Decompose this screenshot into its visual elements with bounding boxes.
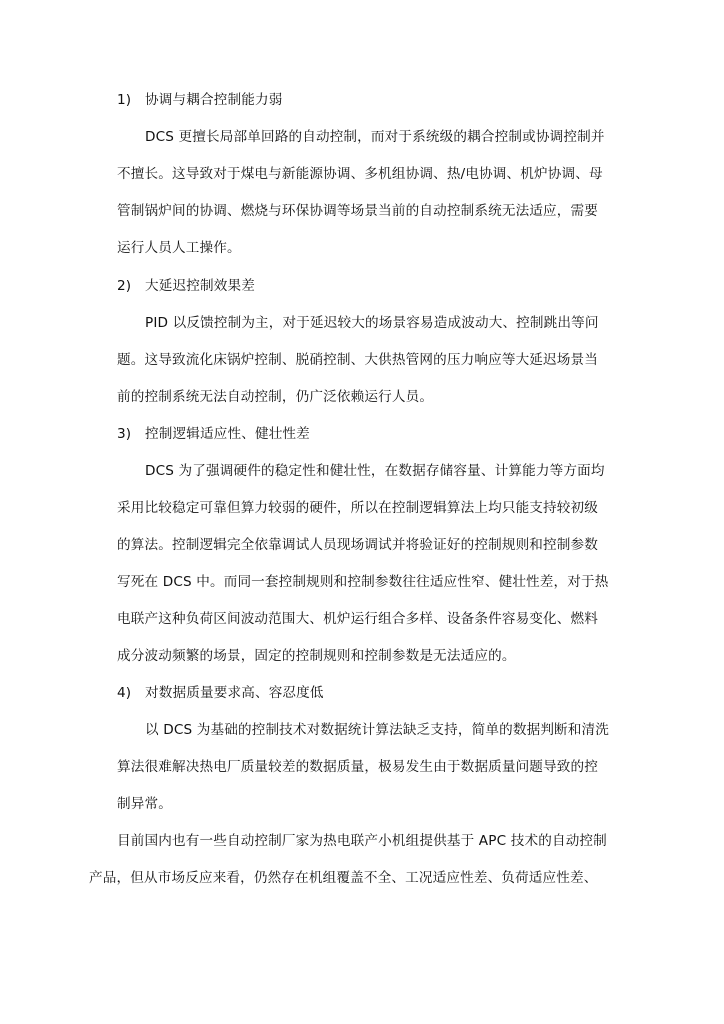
paragraph-line: 题。这导致流化床锅炉控制、脱硝控制、大供热管网的压力响应等大延迟场景当 <box>117 352 599 368</box>
paragraph-line: 不擅长。这导致对于煤电与新能源协调、多机组协调、热/电协调、机炉协调、母 <box>117 166 603 182</box>
section-2-title: 大延迟控制效果差 <box>145 278 255 294</box>
section-4-heading <box>117 683 324 703</box>
paragraph-line: DCS 为了强调硬件的稳定性和健壮性，在数据存储容量、计算能力等方面均 <box>145 463 605 479</box>
paragraph-line: DCS 更擅长局部单回路的自动控制，而对于系统级的耦合控制或协调控制并 <box>145 129 605 145</box>
paragraph-line: 算法很难解决热电厂质量较差的数据质量，极易发生由于数据质量问题导致的控 <box>117 759 599 775</box>
paragraph-line: 以 DCS 为基础的控制技术对数据统计算法缺乏支持，简单的数据判断和清洗 <box>145 722 610 738</box>
paragraph-line: PID 以反馈控制为主，对于延迟较大的场景容易造成波动大、控制跳出等问 <box>145 315 599 331</box>
paragraph-line: 的算法。控制逻辑完全依靠调试人员现场调试并将验证好的控制规则和控制参数 <box>117 537 599 553</box>
paragraph-line: 管制锅炉间的协调、燃烧与环保协调等场景当前的自动控制系统无法适应，需要 <box>117 203 599 219</box>
section-3-heading <box>117 424 310 444</box>
paragraph-line: 运行人员人工操作。 <box>117 240 241 256</box>
paragraph-line: 写死在 DCS 中。而同一套控制规则和控制参数往往适应性窄、健壮性差，对于热 <box>117 574 609 590</box>
paragraph-line: 电联产这种负荷区间波动范围大、机炉运行组合多样、设备条件容易变化、燃料 <box>117 611 599 627</box>
section-4-number: 4) <box>117 685 132 701</box>
closing-paragraph-line: 目前国内也有一些自动控制厂家为热电联产小机组提供基于 APC 技术的自动控制 <box>117 833 607 849</box>
section-2-heading <box>117 276 255 296</box>
section-1-number: 1) <box>117 92 132 108</box>
section-3-title: 控制逻辑适应性、健壮性差 <box>145 426 310 442</box>
paragraph-line: 制异常。 <box>117 796 172 812</box>
closing-paragraph-line: 产品，但从市场反应来看，仍然存在机组覆盖不全、工况适应性差、负荷适应性差、 <box>89 870 598 886</box>
paragraph-line: 前的控制系统无法自动控制，仍广泛依赖运行人员。 <box>117 389 434 405</box>
paragraph-line: 成分波动频繁的场景，固定的控制规则和控制参数是无法适应的。 <box>117 648 516 664</box>
section-1-heading <box>117 90 282 110</box>
paragraph-line: 采用比较稳定可靠但算力较弱的硬件，所以在控制逻辑算法上均只能支持较初级 <box>117 500 599 516</box>
section-3-number: 3) <box>117 426 132 442</box>
section-1-title: 协调与耦合控制能力弱 <box>145 92 283 108</box>
section-4-title: 对数据质量要求高、容忍度低 <box>145 685 324 701</box>
section-2-number: 2) <box>117 278 132 294</box>
